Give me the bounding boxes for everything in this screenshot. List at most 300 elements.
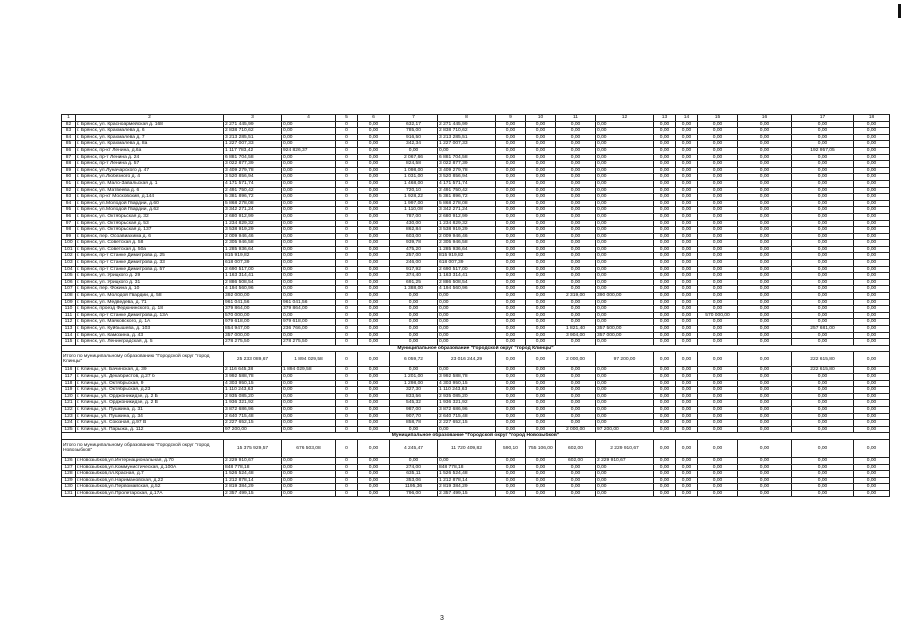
table-cell: 0,00 [698,227,738,234]
table-cell: 0,00 [654,167,676,174]
table-cell: 0,00 [496,141,526,148]
table-cell: 0,00 [854,471,890,478]
table-cell: 0,00 [526,246,556,253]
table-row [62,141,890,148]
table-cell: 0,00 [496,233,526,240]
table-cell: 3 520 856,94 [438,174,496,181]
table-cell: 0 [336,147,358,154]
table-cell: 0,00 [792,293,854,300]
table-cell: 0,00 [792,128,854,135]
table-cell: 0,00 [698,207,738,214]
table-cell: 0,00 [358,299,390,306]
table-cell: 0,00 [676,426,698,433]
table-cell: 0,00 [596,147,654,154]
table-cell: 278 275,50 [282,339,336,346]
table-cell: 0,00 [596,266,654,273]
table-cell: 0,00 [358,147,390,154]
table-cell: 4 [282,115,336,122]
table-cell: 83 [62,128,76,135]
table-cell: 0,00 [596,141,654,148]
table-cell: 0,00 [596,253,654,260]
table-cell: 110 [62,306,76,313]
table-cell: 0,00 [654,128,676,135]
table-cell: 0,00 [556,413,596,420]
table-cell: 2 271 445,99 [224,121,282,128]
table-cell: 0,00 [358,194,390,201]
table-cell: 0,00 [698,180,738,187]
table-cell: 0 [336,194,358,201]
table-cell: 0,00 [556,266,596,273]
table-cell: 0,00 [676,457,698,464]
table-cell: 89 [62,167,76,174]
table-cell: 0,00 [496,293,526,300]
table-cell: 0,00 [738,187,792,194]
table-cell: г. Брянск, пр-т Ленина д. 57 [76,161,224,168]
table-cell: 0,00 [596,420,654,427]
table-cell: 0,00 [556,339,596,346]
page-number: 3 [440,615,444,622]
table-cell: 0,00 [496,471,526,478]
table-cell: 0,00 [526,200,556,207]
table-cell: г. Брянск, ул. Камозина, д. 43 [76,332,224,339]
table-cell: 0,00 [526,299,556,306]
table-cell: г. Брянск, пр-т Станке Димитрова д. 33 [76,260,224,267]
table-cell: 0,00 [282,293,336,300]
table-cell: 0,00 [526,352,556,367]
table-cell: 0,00 [738,339,792,346]
table-cell: 128 [62,471,76,478]
table-cell: 0,00 [854,246,890,253]
table-cell: 979 618,00 [282,319,336,326]
table-cell: 0,00 [698,200,738,207]
table-cell: 0,00 [526,420,556,427]
table-cell: 0 [336,332,358,339]
table-cell: 0,00 [596,471,654,478]
table-cell: 0,00 [358,306,390,313]
table-cell: 0,00 [596,490,654,497]
table-cell: 0,00 [792,400,854,407]
table-cell: 0,00 [556,147,596,154]
table-cell: 0,00 [556,220,596,227]
table-cell: 0,00 [792,332,854,339]
table-cell: 0 [336,326,358,333]
table-cell: 0,00 [676,207,698,214]
table-cell: 0,00 [676,174,698,181]
table-cell: 0,00 [698,420,738,427]
table-cell: 0,00 [676,477,698,484]
table-cell: 0,00 [676,279,698,286]
table-cell: 0,00 [438,312,496,319]
table-cell: 916,50 [390,134,438,141]
table-cell: 0,00 [496,266,526,273]
table-row [62,246,890,253]
table-cell: 0,00 [792,134,854,141]
table-cell: 0,00 [496,220,526,227]
table-cell: 15 [698,115,738,122]
table-cell: 2 305 946,58 [438,240,496,247]
table-cell: 0,00 [792,213,854,220]
table-cell: 2 680 912,99 [438,213,496,220]
table-cell: 0,00 [676,128,698,135]
table-cell: 0,00 [854,141,890,148]
table-cell: 0,00 [496,154,526,161]
table-cell: 0,00 [526,406,556,413]
table-cell: 8 [438,115,496,122]
table-cell: 13 [654,115,676,122]
table-cell: 0,00 [854,180,890,187]
table-cell: 0,00 [282,286,336,293]
table-cell: 755 106,00 [526,439,556,457]
table-cell: 0,00 [738,147,792,154]
table-cell: 0,00 [496,413,526,420]
table-cell: 0,00 [698,253,738,260]
table-cell: 0,00 [496,490,526,497]
table-cell: 0,00 [738,332,792,339]
table-cell: 0,00 [698,406,738,413]
table-cell: 0,00 [854,213,890,220]
table-cell: 0,00 [596,464,654,471]
table-cell: 0,00 [854,233,890,240]
table-cell: 0,00 [358,326,390,333]
table-cell: 0,00 [854,393,890,400]
header-row [62,115,890,122]
table-cell: 0,00 [738,312,792,319]
table-cell: 0,00 [496,326,526,333]
table-cell: 131 [62,490,76,497]
table-cell: 4 303 950,15 [438,380,496,387]
table-cell: г.Новозыбков,ул.Интернациональная, д.70 [76,457,224,464]
table-cell: 1 212 878,14 [438,477,496,484]
table-cell: 0,00 [358,121,390,128]
table-cell: 0,00 [438,293,496,300]
table-cell: 1195,36 [390,484,438,491]
table-cell: 0,00 [854,387,890,394]
table-cell: 0,00 [738,293,792,300]
table-cell: 2 319,00 [556,293,596,300]
table-cell: 2 067,66 [390,154,438,161]
table-cell: г.Новозыбков,ул.Наримановская, д.22 [76,477,224,484]
table-cell: 0,00 [556,253,596,260]
table-cell: 101 [62,246,76,253]
table-cell: 0,00 [792,373,854,380]
table-cell: 2 935 085,20 [438,393,496,400]
table-cell: 0,00 [496,352,526,367]
table-cell: 0,00 [698,134,738,141]
table-cell: 0,00 [792,484,854,491]
table-cell: 0,00 [438,367,496,374]
table-cell: 0,00 [526,161,556,168]
table-row [62,213,890,220]
table-cell: 2 640 715,48 [224,413,282,420]
table-cell: 0,00 [854,339,890,346]
table-cell: 0,00 [556,260,596,267]
table-cell: 0,00 [596,213,654,220]
table-cell: 0,00 [738,319,792,326]
repair-register-table [61,114,890,497]
table-cell: 0,00 [654,413,676,420]
table-cell: 0,00 [738,457,792,464]
table-cell: 0,00 [698,141,738,148]
table-row [62,147,890,154]
table-cell: 0,00 [526,180,556,187]
table-cell: 0,00 [854,464,890,471]
table-cell: 0,00 [526,393,556,400]
table-cell: 3 342 271,24 [224,207,282,214]
table-cell: 0,00 [654,180,676,187]
table-cell: 0,00 [358,477,390,484]
table-cell: 0,00 [438,326,496,333]
table-cell: 0,00 [358,207,390,214]
table-cell: 0,00 [698,220,738,227]
table-row [62,413,890,420]
table-row [62,299,890,306]
table-cell: 0,00 [792,413,854,420]
table-cell: 0,00 [738,207,792,214]
table-row [62,339,890,346]
table-cell: 0,00 [438,299,496,306]
table-cell: 0,00 [738,240,792,247]
table-cell: 2 229 910,67 [596,457,654,464]
table-cell: 0,00 [654,246,676,253]
table-cell: 1 201,00 [390,373,438,380]
table-cell: 0,00 [854,279,890,286]
table-cell: г. Брянск, ул. Куйбышева, д. 103 [76,326,224,333]
table-cell: 0,00 [358,413,390,420]
table-cell: 0,00 [676,260,698,267]
table-cell: 0,00 [738,406,792,413]
table-cell: 0,00 [526,477,556,484]
table-cell: 3 538 919,29 [224,227,282,234]
table-cell: 0,00 [698,161,738,168]
table-row [62,121,890,128]
table-cell: 0,00 [698,167,738,174]
table-cell: 0 [336,413,358,420]
table-cell: г. Клинцы, ул. Декабристов, д.27 б [76,373,224,380]
table-cell: 1 098,00 [390,167,438,174]
table-cell: 0,00 [698,233,738,240]
table-cell: 0,00 [792,420,854,427]
table-cell: 1 [62,115,76,122]
table-cell: 0,00 [526,339,556,346]
table-cell: 357 000,00 [596,332,654,339]
table-cell: 0,00 [526,240,556,247]
table-cell: 0,00 [698,246,738,253]
table-cell: 0,00 [556,128,596,135]
table-cell: 0,00 [738,420,792,427]
table-cell: 0,00 [676,213,698,220]
table-cell: 907,70 [390,413,438,420]
table-cell: 97 200,00 [596,352,654,367]
table-cell: 0 [336,200,358,207]
table-cell: 0,00 [792,161,854,168]
table-cell: Итого по муниципальному образованию "Городской округ "город Клинцы" [62,352,224,367]
table-cell: 0,00 [792,260,854,267]
table-cell: 0,00 [698,426,738,433]
table-cell: 0,00 [282,477,336,484]
table-cell: 0,00 [496,200,526,207]
table-cell: г. Брянск, ул. Медведева, д. 71 [76,299,224,306]
table-cell: 0,00 [654,477,676,484]
table-cell: 379 864,00 [224,306,282,313]
table-cell: 0,00 [676,413,698,420]
table-cell: 0,00 [596,180,654,187]
table-cell: 0,00 [438,457,496,464]
table-cell: 0,00 [496,299,526,306]
table-cell: 0,00 [738,233,792,240]
table-cell: 0,00 [556,121,596,128]
table-cell: 0,00 [596,134,654,141]
table-cell: 0,00 [698,187,738,194]
table-cell: 0,00 [676,312,698,319]
table-cell: 590,10 [496,439,526,457]
table-cell: 0,00 [654,387,676,394]
table-cell: 2 680 912,99 [224,213,282,220]
table-cell: 924 826,37 [282,147,336,154]
table-cell: 0,00 [496,387,526,394]
table-cell: 0,00 [596,477,654,484]
table-cell: 0,00 [654,187,676,194]
table-cell: 0,00 [792,273,854,280]
table-cell: 0,00 [282,387,336,394]
table-cell: 130 [62,484,76,491]
table-cell: 0 [336,426,358,433]
table-cell: 0,00 [654,439,676,457]
table-cell: 0,00 [496,464,526,471]
table-row [62,279,890,286]
table-cell: 0,00 [526,464,556,471]
table-cell: 0,00 [526,306,556,313]
table-cell: 0,00 [738,128,792,135]
table-cell: 0,00 [654,147,676,154]
table-cell: 0,00 [358,200,390,207]
table-cell: 0,00 [496,147,526,154]
table-cell: 0,00 [676,339,698,346]
table-cell: 0,00 [596,240,654,247]
table-cell: 0,00 [854,194,890,201]
table-cell: г. Брянск, ул. Крахмалева д. 6 [76,128,224,135]
table-cell: 0,00 [738,161,792,168]
table-cell: 0,00 [676,439,698,457]
table-cell: 0,00 [698,240,738,247]
table-cell: 0,00 [358,367,390,374]
table-cell: 475,20 [390,246,438,253]
table-cell: 0,00 [676,299,698,306]
table-row [62,266,890,273]
table-cell: 0,00 [282,426,336,433]
table-row [62,393,890,400]
table-cell: 0,00 [526,141,556,148]
table-cell: 107 [62,286,76,293]
table-cell: 0,00 [676,319,698,326]
table-cell: 0,00 [390,312,438,319]
table-cell: 0,00 [698,128,738,135]
table-cell: 5 381 896,72 [438,194,496,201]
table-cell: 635,11 [390,471,438,478]
table-cell: 0 [336,246,358,253]
table-cell: 0,00 [854,420,890,427]
table-cell: 0,00 [654,174,676,181]
table-cell: 257 681,00 [792,326,854,333]
table-cell: 0,00 [358,490,390,497]
table-cell: 0,00 [654,266,676,273]
table-cell: 0,00 [596,174,654,181]
table-cell: 0,00 [390,367,438,374]
table-cell: 0,00 [738,306,792,313]
table-cell: 961 041,56 [224,299,282,306]
table-cell: 0,00 [526,332,556,339]
table-cell: 0,00 [792,220,854,227]
table-cell: 0,00 [854,167,890,174]
table-cell: 0,00 [738,227,792,234]
table-cell: 0,00 [698,174,738,181]
table-cell: 0,00 [792,426,854,433]
table-cell: 1 298,00 [390,380,438,387]
table-cell: 0,00 [496,128,526,135]
table-cell: 0,00 [698,306,738,313]
table-cell: г. Клинцы, ул. Орджоникидзе, д. 2 В [76,400,224,407]
table-cell: г. Брянск, пр-т Станке Димитрова д. 57 [76,266,224,273]
table-cell: г. Брянск, проезд Федюнинского, д. 18 [76,306,224,313]
table-cell: 5 [336,115,358,122]
table-cell: 0,00 [654,306,676,313]
table-cell: 0,00 [738,380,792,387]
table-cell: 0,00 [556,227,596,234]
table-cell: 0,00 [526,367,556,374]
table-cell: 1 936 321,92 [438,400,496,407]
table-cell: 0,00 [698,457,738,464]
table-cell: 0,00 [390,426,438,433]
table-cell: 0,00 [676,420,698,427]
table-cell: 0 [336,260,358,267]
table-cell: 0,00 [792,471,854,478]
table-cell: 2 116 645,38 [224,367,282,374]
table-cell: г. Брянск, ул. Октябрьская д. 137 [76,227,224,234]
table-cell: 0,00 [676,352,698,367]
table-cell: 0,00 [738,426,792,433]
table-cell: 0,00 [676,400,698,407]
table-cell: 0 [336,227,358,234]
table-cell: 10 [526,115,556,122]
table-cell: 88 [62,161,76,168]
table-cell: 1 110 243,63 [224,387,282,394]
table-cell: 111 [62,312,76,319]
table-cell: 0,00 [596,400,654,407]
table-cell: 3 992 588,78 [224,373,282,380]
table-cell: 430,00 [390,220,438,227]
table-cell: 12 [596,115,654,122]
table-cell: 0,00 [698,319,738,326]
table-cell: 1 163 314,41 [438,273,496,280]
table-cell: 0,00 [526,154,556,161]
table-cell: 0,00 [854,154,890,161]
table-cell: г. Брянск, ул. Молодой Гвардии, д. 58 [76,293,224,300]
table-cell: 0,00 [358,220,390,227]
table-cell: 0,00 [676,194,698,201]
table-cell: 0,00 [596,167,654,174]
table-cell: 0,00 [698,121,738,128]
table-cell: 0 [336,367,358,374]
table-cell: г. Брянск, ул. Октябрьская д. 53 [76,220,224,227]
table-cell: 0,00 [698,380,738,387]
table-cell: г. Брянск, ул. Урицкого д. 29 [76,273,224,280]
table-cell: 0,00 [676,134,698,141]
table-cell: 1 117 783,42 [224,147,282,154]
table-cell: 0,00 [854,457,890,464]
table-cell: г. Брянск, ул. Ленинградская, д. 5 [76,339,224,346]
table-cell: 0 [336,387,358,394]
table-cell: 0,00 [556,174,596,181]
table-cell: 0,00 [282,380,336,387]
